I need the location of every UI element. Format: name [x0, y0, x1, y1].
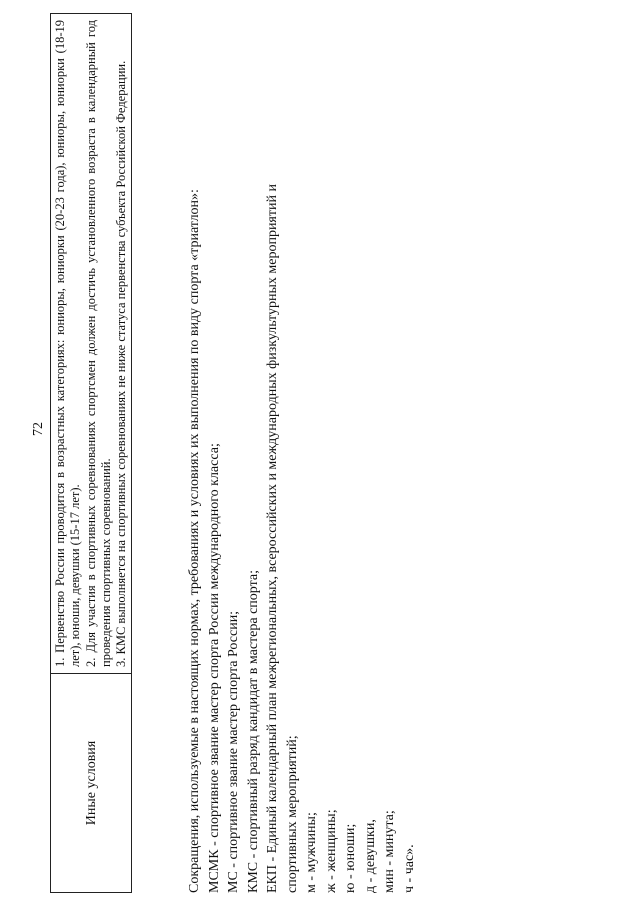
abbreviation-line: ж - женщины; [323, 809, 339, 893]
condition-item: 2. Для участия в спортивных соревнованиях спортсмен должен достичь установленного возраста в календарный год проведения спортивных соревнований. [83, 20, 113, 667]
abbreviation-line: МСМК - спортивное звание мастер спорта России международного класса; [206, 443, 222, 893]
abbreviations-intro: Сокращения, используемые в настоящих нормах, требованиях и условиях их выполнения по виду спорта «триатлон»: [187, 189, 202, 893]
abbreviation-line: д - девушки, [362, 819, 378, 893]
condition-item: 3. КМС выполняется на спортивных соревнованиях не ниже статуса первенства субъекта Российской Федерации. [114, 60, 128, 667]
abbreviations-block [185, 13, 419, 893]
conditions-text-cell [51, 14, 132, 674]
abbreviation-line: ю - юноши; [343, 823, 358, 893]
table-row [51, 14, 132, 893]
conditions-label: Иные условия [83, 740, 99, 826]
abbreviation-line: ЕКП - Единый календарный план межрегиональных, всероссийских и международных физкультурных мероприятий и [265, 184, 280, 893]
abbreviation-line: мин - минута; [382, 810, 397, 893]
abbreviation-line: ч - час». [401, 844, 417, 893]
abbreviation-line: МС - спортивное звание мастер спорта России; [226, 610, 241, 893]
conditions-label-cell [51, 674, 132, 893]
conditions-table [50, 13, 132, 893]
abbreviation-line: спортивных мероприятий; [284, 735, 300, 893]
abbreviation-line: м - мужчины; [304, 812, 319, 893]
abbreviation-line: КМС - спортивный разряд кандидат в мастера спорта; [245, 570, 261, 893]
condition-item: 1. Первенство России проводится в возрастных категориях: юниоры, юниорки (20-23 года), юниоры, юниорки (18-19 лет), юноши, девушки (15-17 лет). [53, 20, 83, 667]
page-number: 72 [31, 422, 46, 436]
rotated-page-content [20, 13, 620, 893]
